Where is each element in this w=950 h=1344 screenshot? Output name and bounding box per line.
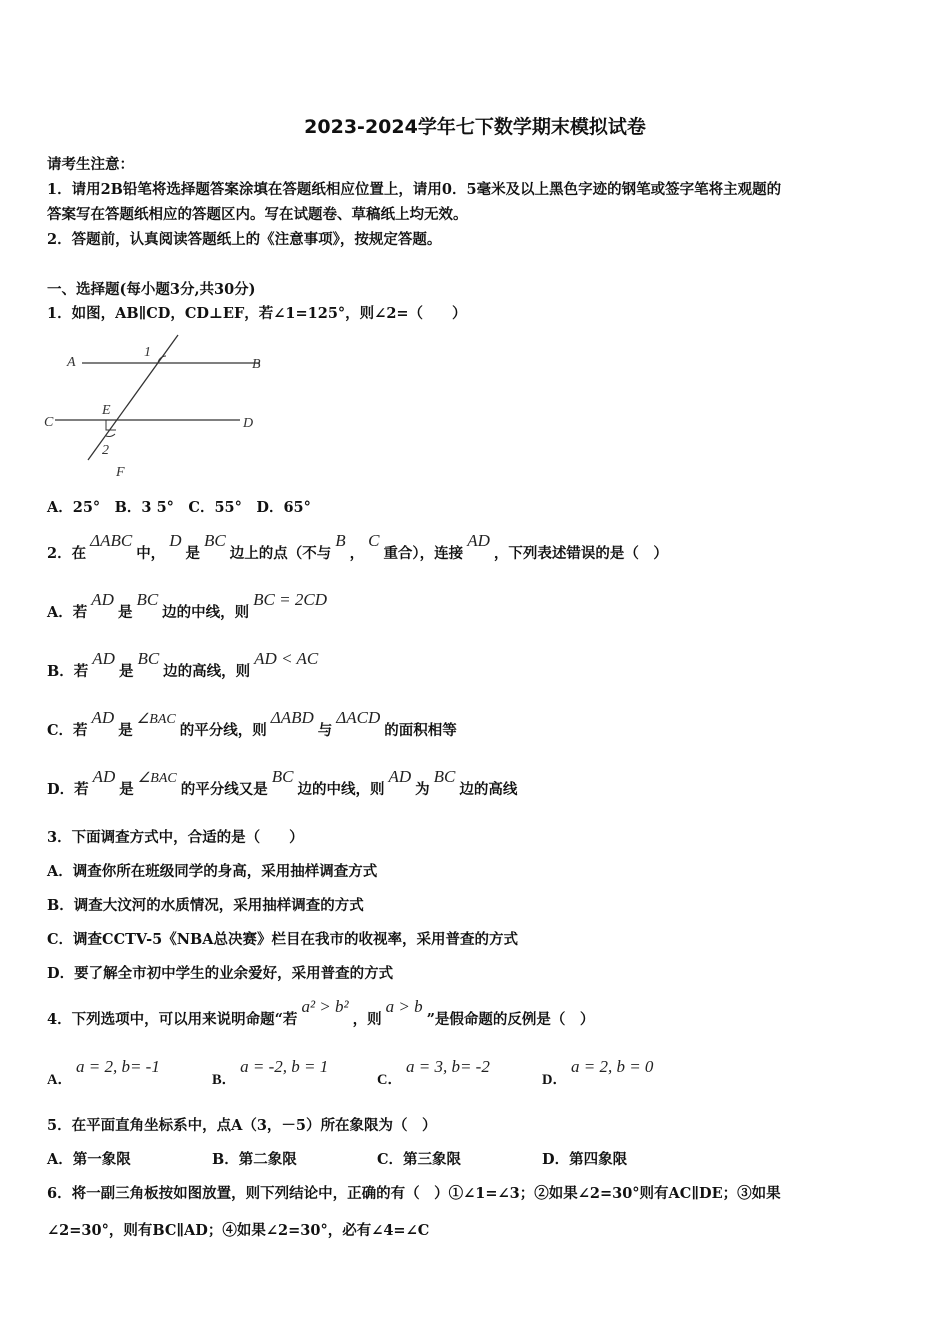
q2-text-7: ，下列表述错误的是（ ） (493, 545, 668, 562)
q2c-text-2: 是 (118, 722, 133, 739)
q2b-math-2: BC (137, 649, 160, 668)
question-3-option-b: B．调查大汶河的水质情况，采用抽样调查的方式 (47, 897, 364, 914)
q2-math-b: B (335, 531, 346, 550)
q2d-text-4: 边的中线，则 (297, 781, 385, 798)
q2c-math-3: ΔABD (270, 708, 314, 727)
question-5-stem: 5．在平面直角坐标系中，点A（3，－5）所在象限为（ ） (47, 1117, 437, 1134)
q2-math-bc: BC (203, 531, 226, 550)
q4c-math: a = 3, b= -2 (405, 1057, 490, 1076)
q4-math-1: a² > b² (301, 997, 349, 1016)
question-4-option-d (542, 1057, 657, 1089)
question-4-option-b (212, 1057, 332, 1089)
q2d-math-5: BC (433, 767, 456, 786)
q4b-math: a = -2, b = 1 (240, 1057, 329, 1076)
question-2-option-c (47, 708, 457, 740)
q2b-text-2: 是 (118, 663, 134, 680)
q2d-text-5: 为 (415, 781, 430, 798)
question-4-stem (47, 997, 595, 1029)
q2d-math-4: AD (388, 767, 412, 786)
question-3-stem: 3．下面调查方式中，合适的是（ ） (47, 829, 304, 846)
q2-text-4: 边上的点（不与 (229, 545, 332, 562)
angle-2-arc (106, 434, 115, 436)
question-5-option-c: C．第三象限 (377, 1151, 462, 1168)
q2d-math-3: BC (271, 767, 294, 786)
q2-text-5: ， (349, 545, 365, 562)
q2-math-c: C (368, 531, 380, 550)
q2-math-ad: AD (467, 531, 490, 550)
question-2-option-a (47, 590, 331, 622)
label-f: F (116, 465, 125, 480)
q2-text-3: 是 (185, 545, 200, 562)
exam-title: 2023-2024学年七下数学期末模拟试卷 (304, 116, 646, 138)
q2c-text-4: 与 (317, 722, 333, 739)
label-angle-2: 2 (102, 443, 109, 458)
q2b-text-3: 边的高线，则 (163, 663, 251, 680)
q2c-text-1: C．若 (47, 722, 88, 739)
notice-line-2: 2．答题前，认真阅读答题纸上的《注意事项》，按规定答题。 (47, 231, 442, 248)
question-2-option-b (47, 649, 322, 681)
q2a-math-1: AD (91, 590, 114, 609)
q2c-text-3: 的平分线，则 (179, 722, 267, 739)
question-5-option-d: D．第四象限 (542, 1151, 628, 1168)
question-1-figure (40, 330, 270, 480)
question-5-option-a: A．第一象限 (47, 1151, 131, 1168)
section-heading: 一、选择题(每小题3分,共30分) (47, 281, 256, 298)
q2d-text-3: 的平分线又是 (180, 781, 268, 798)
q4d-label: D． (542, 1072, 567, 1088)
q2a-math-3: BC = 2CD (253, 590, 327, 609)
q2b-text-1: B．若 (47, 663, 89, 680)
question-3-option-a: A．调查你所在班级同学的身高，采用抽样调查方式 (47, 863, 378, 880)
label-c: C (44, 415, 54, 430)
question-1-options: A．25° B．3 5° C．55° D．65° (47, 499, 311, 516)
q4b-label: B． (212, 1072, 237, 1088)
q2-text-2: 中， (136, 545, 166, 562)
q4a-math: a = 2, b= -1 (75, 1057, 160, 1076)
label-a: A (67, 355, 76, 370)
q2a-text-2: 是 (117, 604, 133, 621)
question-2-option-d (47, 767, 518, 799)
question-1-stem: 1．如图，AB∥CD，CD⊥EF，若∠1=125°，则∠2=（ ） (47, 305, 467, 322)
label-b: B (252, 357, 261, 372)
q4c-label: C． (377, 1072, 402, 1088)
question-4-option-c (377, 1057, 494, 1089)
q2b-math-1: AD (92, 649, 115, 668)
q2c-math-4: ΔACD (336, 708, 381, 727)
question-6-line-1: 6．将一副三角板按如图放置，则下列结论中，正确的有（ ）①∠1=∠3；②如果∠2=30°则有AC∥DE；③如果 (47, 1185, 781, 1202)
label-e: E (102, 403, 111, 418)
question-3-option-c: C．调查CCTV-5《NBA总决赛》栏目在我市的收视率，采用普查的方式 (47, 931, 518, 948)
q2c-math-1: AD (91, 708, 115, 727)
q2-math-triangle: ΔABC (90, 531, 133, 550)
q2-text-6: 重合），连接 (383, 545, 464, 562)
notice-line-1a: 1．请用2B铅笔将选择题答案涂填在答题纸相应位置上，请用0．5毫米及以上黑色字迹的钢笔或签字笔将主观题的 (47, 181, 782, 198)
q2d-text-1: D．若 (47, 781, 89, 798)
question-6-line-2: ∠2=30°，则有BC∥AD；④如果∠2=30°，必有∠4=∠C (47, 1222, 430, 1239)
line-ef (88, 335, 178, 460)
q2c-text-5: 的面积相等 (384, 722, 457, 739)
notice-heading: 请考生注意： (47, 156, 134, 173)
question-5-option-b: B．第二象限 (212, 1151, 297, 1168)
q2d-math-1: AD (92, 767, 116, 786)
q4-math-2: a > b (385, 997, 423, 1016)
q4a-label: A． (47, 1072, 72, 1088)
q2d-text-2: 是 (119, 781, 134, 798)
notice-line-1b: 答案写在答题纸相应的答题区内。写在试题卷、草稿纸上均无效。 (47, 206, 468, 223)
label-angle-1: 1 (144, 345, 151, 360)
q4-text-3: ”是假命题的反例是（ ） (426, 1011, 595, 1028)
label-d: D (243, 416, 254, 431)
q2d-text-6: 边的高线 (459, 781, 518, 798)
q2a-math-2: BC (136, 590, 159, 609)
question-4-option-a (47, 1057, 164, 1089)
q4-text-1: 4．下列选项中，可以用来说明命题“若 (47, 1011, 298, 1028)
q2a-text-3: 边的中线，则 (162, 604, 250, 621)
q2a-text-1: A．若 (47, 604, 88, 621)
q2-math-d: D (169, 531, 182, 550)
question-2-stem (47, 531, 668, 563)
q2c-math-2: ∠BAC (136, 712, 176, 727)
q4d-math: a = 2, b = 0 (570, 1057, 654, 1076)
q2d-math-2: ∠BAC (137, 771, 177, 786)
question-3-option-d: D．要了解全市初中学生的业余爱好，采用普查的方式 (47, 965, 394, 982)
q2b-math-3: AD < AC (254, 649, 319, 668)
q2-text-1: 2．在 (47, 545, 87, 562)
q4-text-2: ，则 (352, 1011, 382, 1028)
